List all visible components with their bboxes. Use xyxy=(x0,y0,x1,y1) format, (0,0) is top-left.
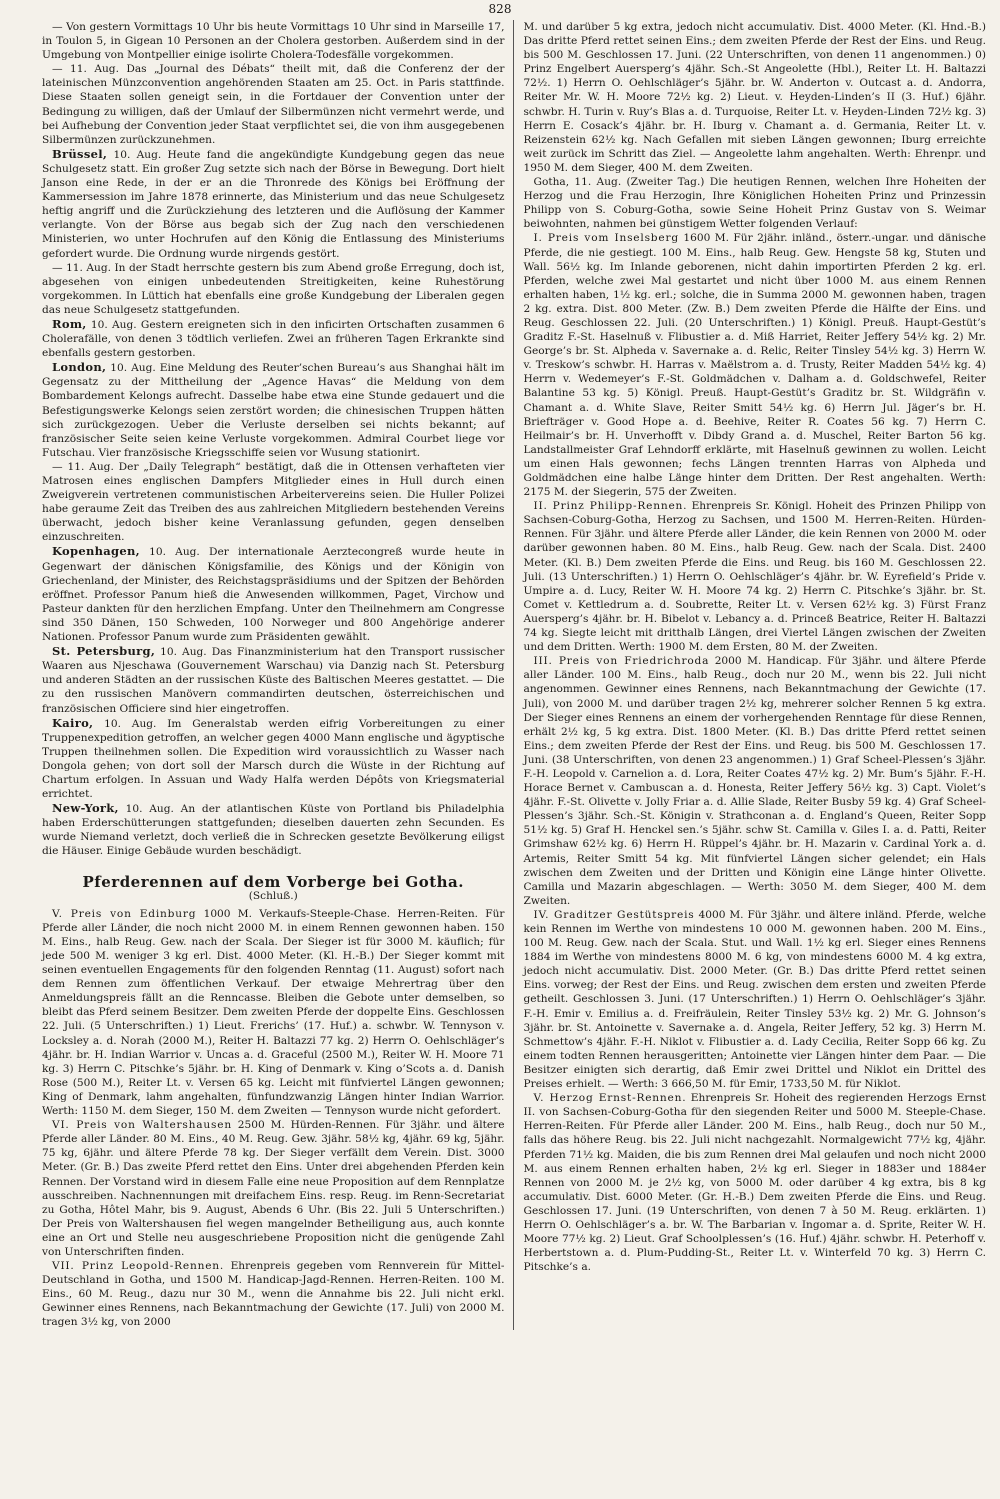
race-list-left xyxy=(42,907,505,1330)
news-item-text: — 11. Aug. Der „Daily Telegraph“ bestätigt, daß die in Ottensen verhafteten vier Matrosen eines englischen Dampfers Mitglieder eines in Hull durch einen Zweigverein vertretenen communistischen Arbeitervereins seien. Die Huller Polizei habe geraume Zeit das Treiben des aus zahlreichen Mitgliedern bestehenden Vereins überwacht, jedoch bisher keine Veranlassung gefunden, gegen denselben einzuschreiten. xyxy=(42,460,505,544)
race-entry-text: 1600 M. Für 2jähr. inländ., österr.-ungar. und dänische Pferde, die nie gestiegt. 100 M. Eins., halb Reug. Gew. Hengste 58 kg, Stuten und Wall. 56½ kg. Im Inlande geborenen, nicht dahin importirten Pferden 2 kg. erl. Pferden, welche zwei Mal gestartet und nicht über 1000 M. aus einem Rennen erhalten haben, 1½ kg. erl.; solche, die in Summa 2000 M. gewonnen haben, tragen 2 kg. extra. Dist. 800 Meter. (Zw. B.) Dem zweiten Pferde die Hälfte der Eins. und Reug. Geschlossen 22. Juli. (20 Unterschriften.) 1) Königl. Preuß. Haupt-Gestüt’s Graditz F.-St. Haselnuß v. Flibustier a. d. Miß Harriet, Reiter Jeffery 54½ kg. 2) Mr. George’s br. St. Alpheda v. Savernake a. d. Relic, Reiter Tinsley 54½ kg. 3) Herrn W. v. Treskow’s schwbr. H. Harras v. Maëlstrom a. d. Trusty, Reiter Madden 54½ kg. 4) Herrn v. Wedemeyer’s F.-St. Goldmädchen v. Dalham a. d. Goldschwefel, Reiter Balantine 53 kg. 5) Königl. Preuß. Haupt-Gestüt’s Graditz br. St. Wildgräfin v. Chamant a. d. White Slave, Reiter Smitt 54½ kg. 6) Herrn Jul. Jäger’s br. H. Briefträger v. Good Hope a. d. Beehive, Reiter R. Coates 56 kg. 7) Herrn C. Heilmair’s br. H. Unverhofft v. Dibdy Grand a. d. Muschel, Reiter Barton 56 kg. Landstallmeister Graf Lehndorff erklärte, mit Haselnuß gewinnen zu wollen. Leicht um einen Hals gewonnen; fechs Längen trennten Harras von Alpheda und Goldmädchen eine halbe Länge hinter dem Dritten. Der Rest angehalten. Werth: 2175 M. der Siegerin, 575 der Zweiten. xyxy=(523,232,986,499)
columns xyxy=(42,20,986,1330)
page-number: 828 xyxy=(488,2,512,16)
news-item xyxy=(42,801,505,858)
news-item-text: 10. Aug. Im Generalstab werden eifrig Vorbereitungen zu einer Truppenexpedition getroffen, an welcher gegen 4000 Mann englische und ägyptische Truppen theilnehmen sollen. Die Expedition wird voraussichtlich zu Wasser nach Dongola gehen; von dort soll der Marsch durch die Wüste in der Richtung auf Chartum erfolgen. In Assuan und Wady Halfa werden Dépôts von Kriegsmaterial errichtet. xyxy=(42,717,505,801)
race-entry-heading: VI. Preis von Waltershausen xyxy=(52,1119,232,1132)
news-item-text: — Von gestern Vormittags 10 Uhr bis heute Vormittags 10 Uhr sind in Marseille 17, in Toulon 5, in Gigean 10 Personen an der Cholera gestorben. Außerdem sind in der Umgebung von Montpellier einige isolirte Cholera-Todesfälle vorgekommen. xyxy=(42,21,505,62)
race-entry xyxy=(42,1259,505,1329)
news-item-heading: London, xyxy=(52,360,107,375)
news-item-text: 10. Aug. Gestern ereigneten sich in den inficirten Ortschaften zusammen 6 Cholerafälle, von denen 3 tödtlich verliefen. Zwei an früheren Tagen Erkrankte sind ebenfalls gestern gestorben. xyxy=(42,318,505,360)
race-list-right xyxy=(524,231,987,1274)
news-item-text: — 11. Aug. In der Stadt herrschte gestern bis zum Abend große Erregung, doch ist, abgesehen von einigen unbedeutenden Streitigkeiten, keine Ruhestörung vorgekommen. In Lüttich hat ebenfalls eine große Kundgebung der Liberalen gegen das neue Schulgesetz stattgefunden. xyxy=(42,261,505,316)
news-item-text: — 11. Aug. Das „Journal des Débats“ theilt mit, daß die Conferenz der der lateinischen Münzconvention angehörenden Staaten am 25. Oct. in Paris stattfinde. Diese Staaten sollen geneigt sein, in die Fortdauer der Convention unter der Bedingung zu willigen, daß der Umlauf der Silbermünzen nicht vermehrt werde, und bei Aufhebung der Convention jeder Staat verpflichtet sei, die von ihm ausgegebenen Silbermünzen zurückzunehmen. xyxy=(42,63,505,146)
right-column xyxy=(524,20,987,1330)
race-entry xyxy=(524,654,987,908)
news-item-text: 10. Aug. Das Finanzministerium hat den Transport russischer Waaren aus Njeschawa (Gouvernement Warschau) via Danzig nach St. Petersburg und anderen Städten an der russischen Küste des Baltischen Meeres gestattet. — Die zu den russischen Manövern commandirten deutschen, österreichischen und französischen Officiere sind hier eingetroffen. xyxy=(42,646,505,715)
news-item xyxy=(42,147,505,261)
left-column xyxy=(42,20,514,1330)
news-item xyxy=(42,360,505,460)
news-item xyxy=(42,460,505,545)
race-entry-text: 2000 M. Handicap. Für 3jähr. und ältere Pferde aller Länder. 100 M. Eins., halb Reug., doch nur 20 M., wenn bis 22. Juli nicht angenommen. Gewinner eines Rennens, nach Bekanntmachung der Gewichte (17. Juli), von 2000 M. und darüber tragen 2½ kg, mehrerer solcher Rennen 5 kg extra. Der Sieger eines Rennens an einem der vorhergehenden Renntage für diese Rennen, erhält 2½ kg, 5 kg extra. Dist. 1800 Meter. (Kl. B.) Das dritte Pferd rettet seinen Eins.; dem zweiten Pferde der Rest der Eins. und Reug. bis 500 M. Geschlossen 17. Juni. (38 Unterschriften, von denen 23 angenommen.) 1) Graf Scheel-Plessen’s 3jähr. F.-H. Leopold v. Carnelion a. d. Lora, Reiter Coates 47½ kg. 2) Mr. Bum’s 5jähr. F.-H. Horace Bernet v. Cambuscan a. d. Honesta, Reiter Jeffery 56½ kg. 3) Capt. Violet’s 4jähr. F.-St. Olivette v. Jolly Friar a. d. Allie Slade, Reiter Busby 59 kg. 4) Graf Scheel-Plessen’s 3jähr. Sch.-St. Königin v. Strathconan a. d. England’s Queen, Reiter Sopp 51½ kg. 5) Graf H. Henckel sen.’s 5jähr. schw St. Camilla v. Giles I. a. d. Patti, Reiter Grimshaw 62½ kg. 6) Herrn H. Rüppel’s 4jähr. br. H. Mazarin v. Cardinal York a. d. Artemis, Reiter Smitt 54 kg. Mit fünfviertel Längen sicher gelendet; ein Hals zwischen dem Zweiten und der Dritten und Königin eine Länge hinter Olivette. Camilla und Mazarin abgeschlagen. — Werth: 3050 M. dem Sieger, 400 M. dem Zweiten. xyxy=(523,655,986,907)
news-item-heading: Kairo, xyxy=(52,715,94,730)
news-item-heading: Rom, xyxy=(52,316,87,331)
race-entry-heading: III. Preis von Friedrichroda xyxy=(533,655,710,668)
news-item-text: 10. Aug. Heute fand die angekündigte Kundgebung gegen das neue Schulgesetz statt. Ein großer Zug setzte sich nach der Börse in Bewegung. Dort hielt Janson eine Rede, in der er an die Thronrede des Königs bei Eröffnung der Kammersession im Jahre 1878 erinnerte, das Ministerium und das neue Schulgesetz heftig angriff und die Zurückziehung des letzteren und die Auflösung der Kammer verlangte. Von der Börse aus begab sich der Zug nach den verschiedenen Ministerien, wo unter Hochrufen auf den König die Entlassung des Ministeriums gefordert wurde. Die Ordnung wurde nirgends gestört. xyxy=(42,148,505,260)
news-item xyxy=(42,20,505,62)
news-item-text: 10. Aug. Der internationale Aerztecongreß wurde heute in Gegenwart der dänischen Königsfamilie, des Königs und der Königin von Griechenland, der Minister, des Reichstagspräsidiums und der Spitzen der Behörden eröffnet. Professor Panum hieß die Anwesenden willkommen, Paget, Virchow und Pasteur dankten für den herzlichen Empfang. Unter den Theilnehmern am Congresse sind 350 Dänen, 150 Schweden, 100 Norweger und 800 Angehörige anderer Nationen. Professor Panum wurde zum Präsidenten gewählt. xyxy=(42,546,505,644)
news-item xyxy=(42,62,505,147)
race-entry-heading: VII. Prinz Leopold-Rennen. xyxy=(52,1260,225,1273)
race-entry-text: Ehrenpreis Sr. Hoheit des regierenden Herzogs Ernst II. von Sachsen-Coburg-Gotha für den siegenden Reiter und 5000 M. Steeple-Chase. Herren-Reiten. Für Pferde aller Länder. 200 M. Eins., halb Reug., doch nur 50 M., falls das höhere Reug. bis 22. Juli nicht nachgezahlt. Normalgewicht 77½ kg, 4jähr. Pferden 71½ kg. Maiden, die bis zum Rennen drei Mal gelaufen und noch nicht 2000 M. aus einem Rennen erhalten haben, 2½ kg erl. Sieger in 1883er und 1884er Rennen von 2000 M. je 2½ kg, von 5000 M. oder darüber 4 kg extra, bis 8 kg accumulativ. Dist. 6000 Meter. (Gr. H.-B.) Dem zweiten Pferde die Eins. und Reug. Geschlossen 17. Juni. (19 Unterschriften, von denen 7 à 50 M. Reug. erklärten. 1) Herrn O. Oehlschläger’s a. br. W. The Barbarian v. Ingomar a. d. Sprite, Reiter W. H. Moore 77½ kg. 2) Lieut. Graf Schoolplessen’s (16. Huf.) 4jähr. schwbr. H. Peterhoff v. Herbertstown a. d. Plum-Pudding-St., Reiter Lt. v. Winterfeld 70 kg. 3) Herrn C. Pitschke’s a. xyxy=(523,1092,986,1274)
race-continuation: M. und darüber 5 kg extra, jedoch nicht accumulativ. Dist. 4000 Meter. (Kl. Hnd.-B.) Das dritte Pferd rettet seinen Eins.; dem zweiten Pferde der Rest der Eins. und Reug. bis 500 M. Geschlossen 17. Juni. (22 Unterschriften, von denen 11 angenommen.) 0) Prinz Engelbert Auersperg’s 4jähr. Sch.-St Angeolette (Hbl.), Reiter Lt. H. Baltazzi 72½. 1) Herrn O. Oehlschläger’s 5jähr. br. W. Anderton v. Outcast a. d. Andorra, Reiter Mr. W. H. Moore 72½ kg. 2) Lieut. v. Heyden-Linden’s II (3. Huf.) 6jähr. schwbr. H. Turin v. Ruy’s Blas a. d. Turquoise, Reiter Lt. v. Heyden-Linden 72½ kg. 3) Herrn E. Cosack’s 4jähr. br. H. Iburg v. Chamant a. d. Germania, Reiter Lt. v. Reizenstein 62½ kg. Nach Gefallen mit sieben Längen gewonnen; Iburg erreichte weit zurück im Schritt das Ziel. — Angeolette lahm angehalten. Werth: Ehrenpr. und 1950 M. dem Sieger, 400 M. dem Zweiten. xyxy=(523,21,986,174)
race-entry-text: Ehrenpreis Sr. Königl. Hoheit des Prinzen Philipp von Sachsen-Coburg-Gotha, Herzog zu Sachsen, und 1500 M. Herren-Reiten. Hürden-Rennen. Für 3jähr. und ältere Pferde aller Länder, die kein Rennen von 2000 M. oder darüber gewonnen haben. 80 M. Eins., halb Reug. Gew. nach der Scala. Dist. 2400 Meter. (Kl. B.) Dem zweiten Pferde die Eins. und Reug. bis 160 M. Geschlossen 22. Juli. (13 Unterschriften.) 1) Herrn O. Oehlschläger’s 4jähr. br. W. Eyrefield’s Pride v. Umpire a. d. Lucy, Reiter W. H. Moore 74 kg. 2) Herrn C. Pitschke’s 3jähr. br. St. Comet v. Kettledrum a. d. Soubrette, Reiter Lt. v. Versen 62½ kg. 3) Fürst Franz Auersperg’s 4jähr. br. H. Bibelot v. Lebancy a. d. Princeß Beatrice, Reiter H. Baltazzi 74 kg. Siegte leicht mit dritthalb Längen, drei Viertel Längen zwischen der Zweiten und dem Dritten. Werth: 1900 M. dem Ersten, 80 M. der Zweiten. xyxy=(523,500,986,654)
news-item xyxy=(42,644,505,715)
news-item-heading: New-York, xyxy=(52,801,119,816)
race-entry xyxy=(524,908,987,1091)
race-entry-heading: I. Preis vom Inselsberg xyxy=(533,232,679,245)
news-item-text: 10. Aug. Eine Meldung des Reuter’schen Bureau’s aus Shanghai hält im Gegensatz zu der Mittheilung der „Agence Havas“ die Meldung von dem Bombardement Kelongs aufrecht. Dasselbe habe etwa eine Stunde gedauert und die Befestigungswerke Kelongs seien zerstört worden; die chinesischen Truppen hätten sich zurückgezogen. Ueber die Verluste derselben sei nichts bekannt; auf französischer Seite seien keine Verluste vorgekommen. Admiral Courbet liege vor Futschau. Vier französische Kriegsschiffe seien vor Wusung stationirt. xyxy=(42,362,505,459)
news-item-text: 10. Aug. An der atlantischen Küste von Portland bis Philadelphia haben Erderschütterungen stattgefunden; dieselben dauerten zehn Secunden. Es wurde Niemand verletzt, doch verließ die in Schrecken gesetzte Bevölkerung eiligst die Häuser. Einige Gebäude wurden beschädigt. xyxy=(42,803,505,858)
race-entry-heading: V. Preis von Edinburg xyxy=(52,907,197,920)
race-entry xyxy=(524,1091,987,1274)
race-entry-heading: IV. Graditzer Gestütspreis xyxy=(533,908,695,921)
section-subtitle: (Schluß.) xyxy=(248,889,298,902)
news-item xyxy=(42,317,505,360)
race-entry xyxy=(42,1118,505,1259)
race-entry-heading: II. Prinz Philipp-Rennen. xyxy=(533,500,688,513)
race-entry-text: 2500 M. Hürden-Rennen. Für 3jähr. und ältere Pferde aller Länder. 80 M. Eins., 40 M. Reug. Gew. 3jähr. 58½ kg, 4jähr. 69 kg, 5jähr. 75 kg, 6jähr. und ältere Pferde 78 kg. Der Sieger verfällt dem Verein. Dist. 3000 Meter. (Gr. B.) Das zweite Pferd rettet den Eins. Unter drei abgehenden Pferden kein Rennen. Der Vorstand wird in diesem Falle eine neue Proposition auf dem Rennplatze ausschreiben. Nachnennungen mit dreifachem Eins. resp. Reug. im Renn-Secretariat zu Gotha, Hôtel Mahr, bis 9. August, Abends 6 Uhr. (Bis 22. Juli 5 Unterschriften.) Der Preis von Waltershausen fiel wegen mangelnder Betheiligung aus, auch konnte eine an Ort und Stelle neu ausgeschriebene Proposition nicht die genügende Zahl von Unterschriften finden. xyxy=(42,1119,505,1258)
news-item xyxy=(42,261,505,317)
race-entry xyxy=(42,907,505,1118)
race-entry-text: Ehrenpreis gegeben vom Rennverein für Mittel-Deutschland in Gotha, und 1500 M. Handicap-Jagd-Rennen. Herren-Reiten. 100 M. Eins., 60 M. Reug., dazu nur 30 M., wenn die Annahme bis 22. Juli nicht erkl. Gewinner eines Rennens, nach Bekanntmachung der Gewichte (17. Juli) von 2000 M. tragen 3½ kg, von 2000 xyxy=(42,1260,505,1329)
day-two-intro: Gotha, 11. Aug. (Zweiter Tag.) Die heutigen Rennen, welchen Ihre Hoheiten der Herzog und die Frau Herzogin, Ihre Königlichen Hoheiten Prinz und Prinzessin Philipp von S. Coburg-Gotha, sowie Seine Hoheit Prinz Gustav von S. Weimar beiwohnten, nahmen bei günstigem Wetter folgenden Verlauf: xyxy=(523,176,986,231)
race-entry-text: 1000 M. Verkaufs-Steeple-Chase. Herren-Reiten. Für Pferde aller Länder, die noch nicht 2000 M. in einem Rennen gewonnen haben. 150 M. Eins., halb Reug. Gew. nach der Scala. Der Sieger ist für 3000 M. käuflich; für jede 500 M. weniger 3 kg erl. Dist. 4000 Meter. (Kl. H.-B.) Der Sieger kommt mit seinen eventuellen Engagements für den folgenden Renntag (11. August) sofort nach dem Rennen zum öffentlichen Verkauf. Der etwaige Mehrertrag über den Anmeldungspreis fällt an die Renncasse. Bleiben die Gebote unter demselben, so bleibt das Pferd seinem Besitzer. Dem zweiten Pferde der doppelte Eins. Geschlossen 22. Juli. (5 Unterschriften.) 1) Lieut. Frerichs’ (17. Huf.) a. schwbr. W. Tennyson v. Locksley a. d. Norah (2000 M.), Reiter H. Baltazzi 77 kg. 2) Herrn O. Oehlschläger’s 4jähr. br. H. Indian Warrior v. Uncas a. d. Graceful (2500 M.), Reiter W. H. Moore 71 kg. 3) Herrn C. Pitschke’s 5jähr. br. H. King of Denmark v. King o’Scots a. d. Danish Rose (500 M.), Reiter Lt. v. Versen 65 kg. Leicht mit fünfviertel Längen gewonnen; King of Denmark, lahm angehalten, fünfundzwanzig Längen hinter Indian Warrior. Werth: 1150 M. dem Sieger, 150 M. dem Zweiten — Tennyson wurde nicht gefordert. xyxy=(42,907,505,1118)
news-item-heading: Brüssel, xyxy=(52,146,108,161)
news-item xyxy=(42,716,505,802)
news-item-heading: Kopenhagen, xyxy=(52,544,140,559)
news-item xyxy=(42,544,505,644)
race-entry xyxy=(524,499,987,654)
race-entry-heading: V. Herzog Ernst-Rennen. xyxy=(533,1092,687,1105)
race-entry-text: 4000 M. Für 3jähr. und ältere inländ. Pferde, welche kein Rennen im Werthe von mindestens 10 000 M. gewonnen haben. 200 M. Eins., 100 M. Reug. Gew. nach der Scala. Stut. und Wall. 1½ kg erl. Sieger eines Rennens 1884 im Werthe von mindestens 8000 M. 6 kg, von mindestens 6000 M. 4 kg extra, jedoch nicht accumulativ. Dist. 2000 Meter. (Gr. B.) Das dritte Pferd rettet seinen Eins. vorweg; der Rest der Eins. und Reug. zwischen dem ersten und zweiten Pferde getheilt. Geschlossen 3. Juni. (17 Unterschriften.) 1) Herrn O. Oehlschläger’s 3jähr. F.-H. Emir v. Emilius a. d. Freifräulein, Reiter Tinsley 53½ kg. 2) Mr. G. Johnson’s 3jähr. br. St. Antoinette v. Savernake a. d. Angela, Reiter Jeffery, 52 kg. 3) Herrn M. Schmettow’s 4jähr. F.-H. Niklot v. Flibustier a. d. Lady Cecilia, Reiter Sopp 66 kg. Zu einem todten Rennen herausgeritten; Antoinette vier Längen hinter dem Paar. — Die Besitzer einigten sich derartig, daß Emir zwei Drittel und Niklot ein Drittel des Preises erhielt. — Werth: 3 666,50 M. für Emir, 1733,50 M. für Niklot. xyxy=(523,908,987,1091)
race-entry xyxy=(524,231,987,499)
section-title: Pferderennen auf dem Vorberge bei Gotha. xyxy=(82,872,464,891)
news-item-heading: St. Petersburg, xyxy=(52,644,156,659)
news-list xyxy=(42,20,505,859)
